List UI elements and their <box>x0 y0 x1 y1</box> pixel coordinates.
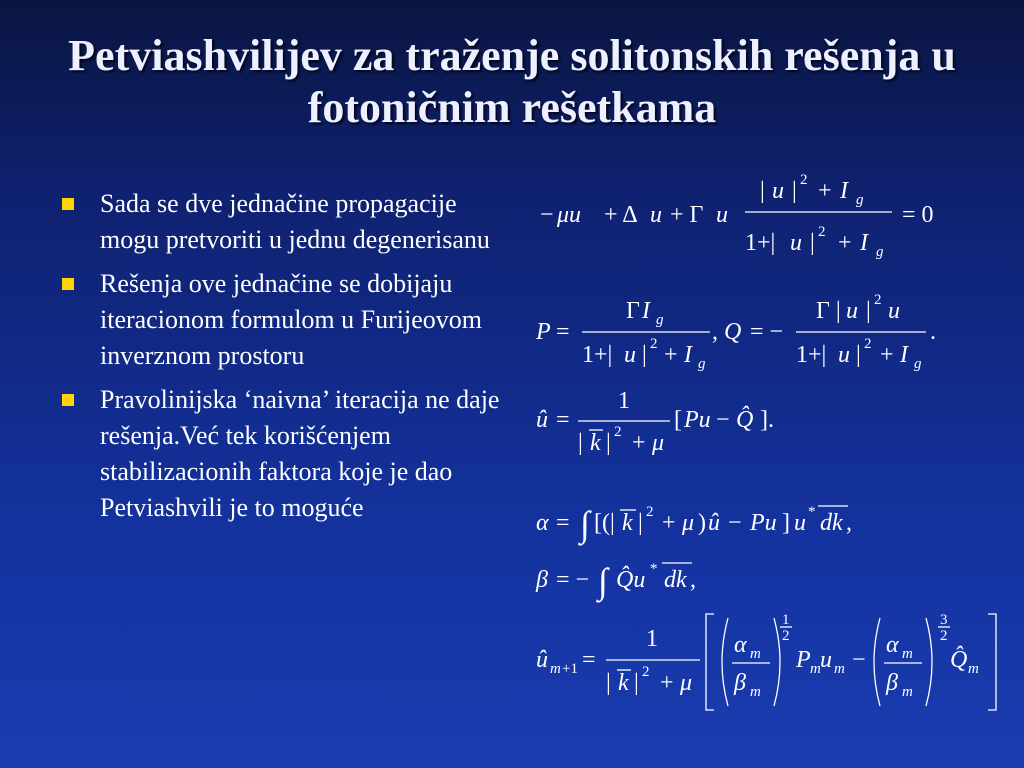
svg-text:+1: +1 <box>562 661 578 677</box>
svg-text:Q̂: Q̂ <box>950 647 968 673</box>
svg-text:P: P <box>796 647 811 673</box>
svg-text:[: [ <box>674 407 682 433</box>
svg-text:m: m <box>750 684 761 700</box>
svg-text:|: | <box>760 178 765 204</box>
svg-text:g: g <box>876 244 884 260</box>
svg-text:u: u <box>794 510 806 536</box>
svg-text:]: ] <box>782 510 790 536</box>
svg-text:k: k <box>622 510 633 536</box>
svg-text:|: | <box>606 670 611 696</box>
svg-text:α: α <box>734 632 747 658</box>
svg-text:u: u <box>820 647 832 673</box>
svg-text:+: + <box>818 178 832 204</box>
svg-text:−: − <box>716 407 730 433</box>
svg-text:[(|: [(| <box>594 510 615 536</box>
svg-text:+: + <box>662 510 676 536</box>
svg-text:2: 2 <box>650 336 658 352</box>
svg-text:u: u <box>790 230 802 256</box>
svg-text:β: β <box>536 567 548 593</box>
svg-text:2: 2 <box>646 504 654 520</box>
svg-text:g: g <box>914 356 922 372</box>
svg-text:∫: ∫ <box>598 561 608 601</box>
svg-text:.: . <box>930 319 936 345</box>
svg-text:1: 1 <box>646 626 658 652</box>
svg-text:+: + <box>880 342 894 368</box>
svg-text:= 0: = 0 <box>902 202 934 228</box>
svg-text:m: m <box>902 646 913 662</box>
svg-text:m: m <box>810 661 821 677</box>
svg-text:Q̂u: Q̂u <box>616 567 646 593</box>
bullet-text: Pravolinijska ‘naivna’ iteracija ne daje rešenja.Već tek korišćenjem stabilizacionih faktora koje je dao Petviashvili je to moguće <box>100 385 500 522</box>
svg-text:û: û <box>708 510 720 536</box>
svg-text:|: | <box>642 342 647 368</box>
svg-text:=: = <box>582 647 596 673</box>
svg-text:2: 2 <box>818 224 826 240</box>
svg-text:m: m <box>750 646 761 662</box>
svg-text:m: m <box>902 684 913 700</box>
svg-text:1: 1 <box>618 388 630 414</box>
svg-text:|: | <box>578 430 583 456</box>
svg-text:α: α <box>886 632 899 658</box>
svg-text:2: 2 <box>864 336 872 352</box>
svg-text:|: | <box>866 298 871 324</box>
equation-u-hat <box>536 388 774 456</box>
svg-text:= −: = − <box>556 567 590 593</box>
svg-text:1+|: 1+| <box>582 342 613 368</box>
svg-text:g: g <box>698 356 706 372</box>
svg-text:u: u <box>624 342 636 368</box>
svg-text:I: I <box>840 178 848 204</box>
svg-text:Pu: Pu <box>684 407 711 433</box>
svg-text:2: 2 <box>874 292 882 308</box>
svg-text:−: − <box>852 647 866 673</box>
svg-text:+ Δ: + Δ <box>604 202 638 228</box>
svg-text:|: | <box>638 510 643 536</box>
svg-text:+: + <box>660 670 674 696</box>
svg-text:*: * <box>808 504 816 520</box>
svg-text:].: ]. <box>760 407 774 433</box>
svg-text:1: 1 <box>782 612 790 628</box>
svg-text:,: , <box>846 510 852 536</box>
svg-text:u: u <box>650 202 662 228</box>
svg-text:,: , <box>712 319 718 345</box>
svg-text:+: + <box>838 230 852 256</box>
svg-text:k: k <box>618 670 629 696</box>
svg-text:= −: = − <box>750 319 784 345</box>
svg-text:|: | <box>606 430 611 456</box>
svg-text:I: I <box>900 342 908 368</box>
svg-text:|: | <box>856 342 861 368</box>
bullet-text: Sada se dve jednačine propagacije mogu pretvoriti u jednu degenerisanu <box>100 189 490 254</box>
svg-text:−: − <box>728 510 742 536</box>
svg-text:u: u <box>716 202 728 228</box>
svg-text:β: β <box>886 670 898 696</box>
bullet-text: Rešenja ove jednačine se dobijaju iteracionom formulom u Furijeovom inverznom prostoru <box>100 269 482 370</box>
svg-text:Γ |: Γ | <box>816 298 841 324</box>
svg-text:+ Γ: + Γ <box>670 202 704 228</box>
svg-text:2: 2 <box>614 424 622 440</box>
svg-text:k: k <box>590 430 601 456</box>
svg-text:|: | <box>634 670 639 696</box>
svg-text:I: I <box>860 230 868 256</box>
svg-text:Q̂: Q̂ <box>736 407 754 433</box>
svg-text:u: u <box>888 298 900 324</box>
svg-text:I: I <box>684 342 692 368</box>
svg-text:g: g <box>856 192 864 208</box>
svg-text:−: − <box>540 202 554 228</box>
svg-text:u: u <box>838 342 850 368</box>
svg-text:û: û <box>536 407 548 433</box>
svg-text:P: P <box>536 319 551 345</box>
svg-text:u: u <box>772 178 784 204</box>
svg-text:β: β <box>734 670 746 696</box>
svg-text:dk: dk <box>664 567 687 593</box>
svg-text:dk: dk <box>820 510 843 536</box>
svg-text:∫: ∫ <box>580 504 590 544</box>
equation-beta <box>535 561 696 603</box>
svg-text:): ) <box>698 510 706 536</box>
svg-text:2: 2 <box>642 664 650 680</box>
svg-text:m: m <box>834 661 845 677</box>
svg-text:3: 3 <box>940 612 948 628</box>
svg-text:2: 2 <box>800 172 808 188</box>
svg-text:I: I <box>642 298 650 324</box>
equation-alpha <box>536 504 852 546</box>
svg-text:m: m <box>550 661 561 677</box>
slide-title: Petviashvilijev za traženje solitonskih rešenja u fotoničnim rešetkama <box>68 31 956 132</box>
svg-text:,: , <box>690 567 696 593</box>
svg-text:μ: μ <box>682 510 695 536</box>
svg-text:+: + <box>664 342 678 368</box>
svg-text:1+|: 1+| <box>796 342 827 368</box>
svg-text:|: | <box>792 178 797 204</box>
svg-text:=: = <box>556 407 570 433</box>
svg-text:Q: Q <box>724 319 742 345</box>
svg-text:Pu: Pu <box>750 510 777 536</box>
svg-text:u: u <box>846 298 858 324</box>
equation-degenerate <box>540 172 934 260</box>
svg-text:1+|: 1+| <box>745 230 776 256</box>
svg-text:=: = <box>556 319 570 345</box>
svg-text:2: 2 <box>782 628 790 644</box>
svg-text:g: g <box>656 312 664 328</box>
svg-text:2: 2 <box>940 628 948 644</box>
svg-text:m: m <box>968 661 979 677</box>
svg-text:μ: μ <box>652 430 665 456</box>
equation-p-q <box>535 292 936 372</box>
svg-text:μ: μ <box>680 670 693 696</box>
svg-text:|: | <box>810 230 815 256</box>
svg-text:α: α <box>536 510 549 536</box>
equation-iteration <box>536 612 996 710</box>
svg-text:+: + <box>632 430 646 456</box>
svg-text:*: * <box>650 561 658 577</box>
svg-text:μu: μu <box>557 202 582 228</box>
svg-text:=: = <box>556 510 570 536</box>
svg-text:Γ: Γ <box>626 298 640 324</box>
svg-text:û: û <box>536 647 548 673</box>
